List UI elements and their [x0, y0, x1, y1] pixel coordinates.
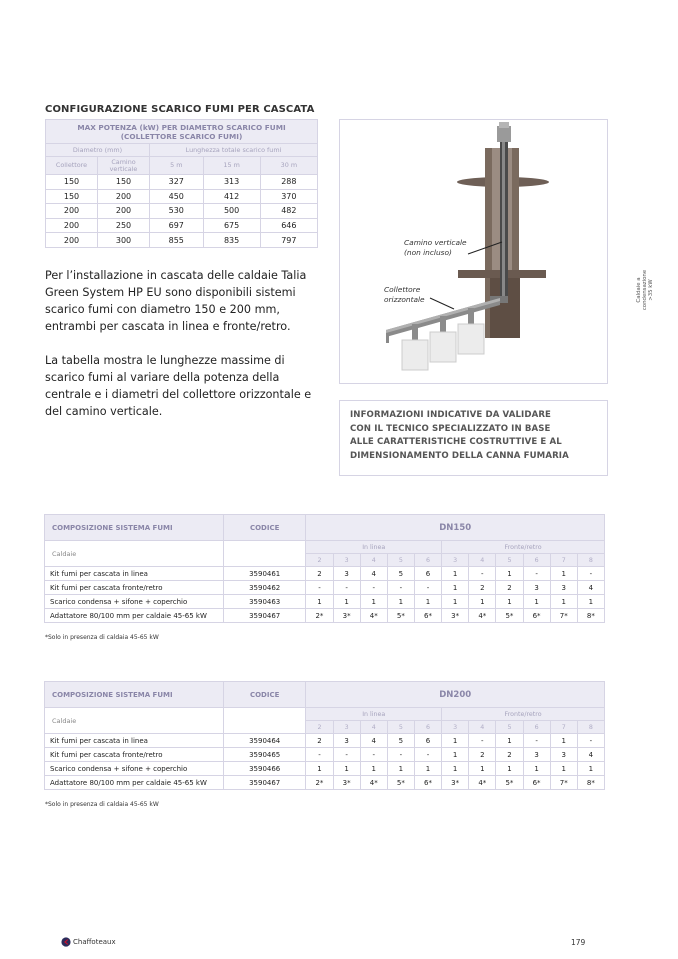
- max-power-table: [45, 119, 318, 248]
- cascade-flue-illustration: [339, 119, 608, 384]
- item-code: 3590462: [223, 581, 305, 595]
- footnote-dn200: *Solo in presenza di caldaia 45-65 kW: [45, 801, 159, 808]
- col-collettore: Collettore: [46, 157, 98, 175]
- item-description: Scarico condensa + sifone + coperchio: [45, 762, 224, 776]
- quantity-cell: 6*: [414, 609, 441, 623]
- quantity-cell: 3: [333, 567, 360, 581]
- quantity-cell: 4: [360, 734, 387, 748]
- header-row: [45, 515, 605, 541]
- header-composition: COMPOSIZIONE SISTEMA FUMI: [45, 682, 224, 708]
- quantity-cell: 6: [414, 567, 441, 581]
- table-row: [45, 581, 605, 595]
- quantity-cell: 6*: [523, 776, 550, 790]
- quantity-cell: 3: [333, 734, 360, 748]
- quantity-cell: 3*: [442, 776, 469, 790]
- quantity-cell: -: [360, 748, 387, 762]
- table-row: [45, 609, 605, 623]
- quantity-cell: 3: [550, 581, 577, 595]
- boiler-count: 4: [469, 721, 496, 734]
- caldaie-label: Caldaie: [45, 541, 224, 567]
- table-description-paragraph: La tabella mostra le lunghezze massime di scarico fumi al variare della potenza della centrale e i diametri del collettore orizzontale e del camino verticale.: [45, 354, 312, 418]
- header-code: CODICE: [223, 515, 305, 541]
- quantity-cell: -: [306, 748, 333, 762]
- power-table-cell: 370: [260, 189, 317, 204]
- quantity-cell: 7*: [550, 609, 577, 623]
- code-blank: [223, 708, 305, 734]
- quantity-cell: 1: [523, 762, 550, 776]
- item-code: 3590463: [223, 595, 305, 609]
- quantity-cell: 1: [333, 595, 360, 609]
- quantity-cell: 1: [333, 762, 360, 776]
- boiler-count: 7: [550, 721, 577, 734]
- col-camino: Camino verticale: [98, 157, 150, 175]
- boiler-count: 6: [523, 554, 550, 567]
- quantity-cell: 1: [523, 595, 550, 609]
- quantity-cell: -: [577, 567, 604, 581]
- item-code: 3590466: [223, 762, 305, 776]
- power-table-cell: 200: [46, 204, 98, 219]
- section-title: CONFIGURAZIONE SCARICO FUMI PER CASCATA: [45, 104, 315, 115]
- power-table-cell: 450: [150, 189, 204, 204]
- item-description: Scarico condensa + sifone + coperchio: [45, 595, 224, 609]
- quantity-cell: 2*: [306, 776, 333, 790]
- quantity-cell: 3: [550, 748, 577, 762]
- power-table-cell: 313: [203, 175, 260, 190]
- boiler-count: 5: [496, 554, 523, 567]
- boiler-count: 5: [387, 721, 414, 734]
- chaffoteaux-logo-icon: [61, 937, 71, 947]
- power-table-cell: 300: [98, 233, 150, 248]
- quantity-cell: 2: [306, 567, 333, 581]
- quantity-cell: 3: [523, 581, 550, 595]
- quantity-cell: 4: [577, 581, 604, 595]
- quantity-cell: 4*: [360, 776, 387, 790]
- header-code: CODICE: [223, 682, 305, 708]
- quantity-cell: 1: [442, 595, 469, 609]
- label-camino-verticale: Camino verticale (non incluso): [404, 238, 467, 257]
- quantity-cell: 2: [469, 581, 496, 595]
- quantity-cell: 2*: [306, 609, 333, 623]
- label-collettore-orizzontale: Collettore orizzontale: [384, 285, 425, 304]
- power-table-cell: 500: [203, 204, 260, 219]
- validation-note-box: INFORMAZIONI INDICATIVE DA VALIDARE CON IL TECNICO SPECIALIZZATO IN BASE ALLE CARATTERISTICHE COSTRUTTIVE E AL DIMENSIONAMENTO DELLA CANNA FUMARIA: [339, 400, 608, 476]
- quantity-cell: -: [523, 567, 550, 581]
- quantity-cell: 1: [496, 734, 523, 748]
- power-table-cell: 288: [260, 175, 317, 190]
- boiler-count: 4: [469, 554, 496, 567]
- header-diameter: DN200: [306, 682, 605, 708]
- boiler-count: 6: [414, 721, 441, 734]
- boiler-count: 3: [442, 721, 469, 734]
- side-section-tab: Caldaie a condensazione >35 kW: [636, 269, 654, 311]
- boiler-count: 2: [306, 554, 333, 567]
- group-row: [45, 541, 605, 554]
- quantity-cell: 2: [496, 581, 523, 595]
- quantity-cell: 1: [414, 595, 441, 609]
- boiler-count: 3: [333, 554, 360, 567]
- table-row: [45, 567, 605, 581]
- quantity-cell: 5*: [496, 776, 523, 790]
- quantity-cell: -: [469, 567, 496, 581]
- quantity-cell: -: [523, 734, 550, 748]
- table-row: [45, 762, 605, 776]
- quantity-cell: 1: [360, 595, 387, 609]
- quantity-cell: 2: [306, 734, 333, 748]
- item-code: 3590467: [223, 776, 305, 790]
- power-table-cell: 482: [260, 204, 317, 219]
- power-table-cell: 200: [98, 204, 150, 219]
- item-description: Kit fumi per cascata in linea: [45, 567, 224, 581]
- quantity-cell: 1: [414, 762, 441, 776]
- composition-table-dn150: [44, 514, 605, 623]
- item-description: Kit fumi per cascata fronte/retro: [45, 581, 224, 595]
- quantity-cell: 1: [469, 762, 496, 776]
- col-30m: 30 m: [260, 157, 317, 175]
- header-row: [45, 682, 605, 708]
- quantity-cell: 1: [550, 734, 577, 748]
- item-description: Kit fumi per cascata fronte/retro: [45, 748, 224, 762]
- quantity-cell: 5*: [387, 609, 414, 623]
- quantity-cell: 4*: [469, 776, 496, 790]
- boiler-count: 4: [360, 554, 387, 567]
- quantity-cell: 1: [306, 762, 333, 776]
- power-table-row: [46, 204, 318, 219]
- quantity-cell: 1: [360, 762, 387, 776]
- boiler-count: 3: [442, 554, 469, 567]
- flue-system-drawing: [340, 120, 609, 385]
- quantity-cell: 6*: [414, 776, 441, 790]
- quantity-cell: 4: [360, 567, 387, 581]
- intro-paragraph: Per l’installazione in cascata delle caldaie Talia Green System HP EU sono disponibili sistemi scarico fumi con diametro 150 e 200 mm, entrambi per cascata in linea e fronte/retro.: [45, 269, 307, 333]
- item-code: 3590467: [223, 609, 305, 623]
- boiler-count: 3: [333, 721, 360, 734]
- quantity-cell: 6: [414, 734, 441, 748]
- quantity-cell: 1: [442, 734, 469, 748]
- power-table-cell: 150: [98, 175, 150, 190]
- quantity-cell: 5*: [387, 776, 414, 790]
- boiler-count: 6: [523, 721, 550, 734]
- power-table-cell: 697: [150, 218, 204, 233]
- quantity-cell: 1: [387, 762, 414, 776]
- power-table-cell: 675: [203, 218, 260, 233]
- power-table-cell: 646: [260, 218, 317, 233]
- power-table-cell: 327: [150, 175, 204, 190]
- boiler-count: 5: [496, 721, 523, 734]
- power-table-row: [46, 233, 318, 248]
- quantity-cell: -: [333, 748, 360, 762]
- group-diameter: Diametro (mm): [46, 144, 150, 157]
- power-table-cell: 530: [150, 204, 204, 219]
- quantity-cell: -: [469, 734, 496, 748]
- quantity-cell: 1: [496, 595, 523, 609]
- caldaie-label: Caldaie: [45, 708, 224, 734]
- boiler-count: 7: [550, 554, 577, 567]
- quantity-cell: -: [387, 748, 414, 762]
- quantity-cell: 1: [442, 748, 469, 762]
- quantity-cell: -: [577, 734, 604, 748]
- quantity-cell: 2: [469, 748, 496, 762]
- boiler-count: 6: [414, 554, 441, 567]
- quantity-cell: 3*: [442, 609, 469, 623]
- quantity-cell: 4*: [360, 609, 387, 623]
- power-table-row: [46, 175, 318, 190]
- quantity-cell: -: [306, 581, 333, 595]
- quantity-cell: 1: [577, 595, 604, 609]
- quantity-cell: 1: [496, 567, 523, 581]
- brand-logo: [61, 937, 116, 947]
- table-row: [45, 734, 605, 748]
- header-composition: COMPOSIZIONE SISTEMA FUMI: [45, 515, 224, 541]
- quantity-cell: 8*: [577, 776, 604, 790]
- quantity-cell: 8*: [577, 609, 604, 623]
- quantity-cell: -: [333, 581, 360, 595]
- table-row: [45, 748, 605, 762]
- brand-name: Chaffoteaux: [73, 938, 116, 946]
- footnote-dn150: *Solo in presenza di caldaia 45-65 kW: [45, 634, 159, 641]
- group-in-linea: In linea: [306, 541, 442, 554]
- power-table-cell: 797: [260, 233, 317, 248]
- quantity-cell: 1: [442, 762, 469, 776]
- group-length: Lunghezza totale scarico fumi: [150, 144, 318, 157]
- quantity-cell: 3*: [333, 609, 360, 623]
- power-table-row: [46, 218, 318, 233]
- power-table-title: MAX POTENZA (kW) PER DIAMETRO SCARICO FUMI (COLLETTORE SCARICO FUMI): [46, 120, 318, 144]
- power-table-cell: 200: [98, 189, 150, 204]
- boiler-count: 5: [387, 554, 414, 567]
- quantity-cell: 5*: [496, 609, 523, 623]
- table-row: [45, 595, 605, 609]
- quantity-cell: 6*: [523, 609, 550, 623]
- item-code: 3590464: [223, 734, 305, 748]
- power-table-cell: 835: [203, 233, 260, 248]
- power-table-cell: 150: [46, 175, 98, 190]
- quantity-cell: 3*: [333, 776, 360, 790]
- boiler-count: 2: [306, 721, 333, 734]
- quantity-cell: 5: [387, 567, 414, 581]
- quantity-cell: -: [414, 581, 441, 595]
- quantity-cell: -: [414, 748, 441, 762]
- power-table-cell: 412: [203, 189, 260, 204]
- page-number: 179: [571, 938, 586, 947]
- item-code: 3590461: [223, 567, 305, 581]
- power-table-row: [46, 189, 318, 204]
- group-row: [45, 708, 605, 721]
- item-description: Adattatore 80/100 mm per caldaie 45-65 kW: [45, 609, 224, 623]
- group-fronte-retro: Fronte/retro: [442, 708, 605, 721]
- item-description: Kit fumi per cascata in linea: [45, 734, 224, 748]
- quantity-cell: 3: [523, 748, 550, 762]
- header-diameter: DN150: [306, 515, 605, 541]
- quantity-cell: 4: [577, 748, 604, 762]
- boiler-count: 8: [577, 721, 604, 734]
- quantity-cell: 1: [442, 581, 469, 595]
- composition-table-dn200: [44, 681, 605, 790]
- item-code: 3590465: [223, 748, 305, 762]
- quantity-cell: 5: [387, 734, 414, 748]
- quantity-cell: 1: [550, 567, 577, 581]
- power-table-cell: 200: [46, 233, 98, 248]
- group-fronte-retro: Fronte/retro: [442, 541, 605, 554]
- boiler-count: 4: [360, 721, 387, 734]
- group-in-linea: In linea: [306, 708, 442, 721]
- power-table-cell: 150: [46, 189, 98, 204]
- quantity-cell: 1: [550, 595, 577, 609]
- power-table-cell: 855: [150, 233, 204, 248]
- col-15m: 15 m: [203, 157, 260, 175]
- quantity-cell: 1: [469, 595, 496, 609]
- boiler-count: 8: [577, 554, 604, 567]
- quantity-cell: 1: [577, 762, 604, 776]
- table-row: [45, 776, 605, 790]
- quantity-cell: 1: [550, 762, 577, 776]
- quantity-cell: 1: [387, 595, 414, 609]
- quantity-cell: 1: [306, 595, 333, 609]
- item-description: Adattatore 80/100 mm per caldaie 45-65 kW: [45, 776, 224, 790]
- quantity-cell: -: [387, 581, 414, 595]
- quantity-cell: 7*: [550, 776, 577, 790]
- col-5m: 5 m: [150, 157, 204, 175]
- power-table-cell: 200: [46, 218, 98, 233]
- quantity-cell: -: [360, 581, 387, 595]
- quantity-cell: 1: [496, 762, 523, 776]
- quantity-cell: 4*: [469, 609, 496, 623]
- quantity-cell: 1: [442, 567, 469, 581]
- code-blank: [223, 541, 305, 567]
- quantity-cell: 2: [496, 748, 523, 762]
- power-table-cell: 250: [98, 218, 150, 233]
